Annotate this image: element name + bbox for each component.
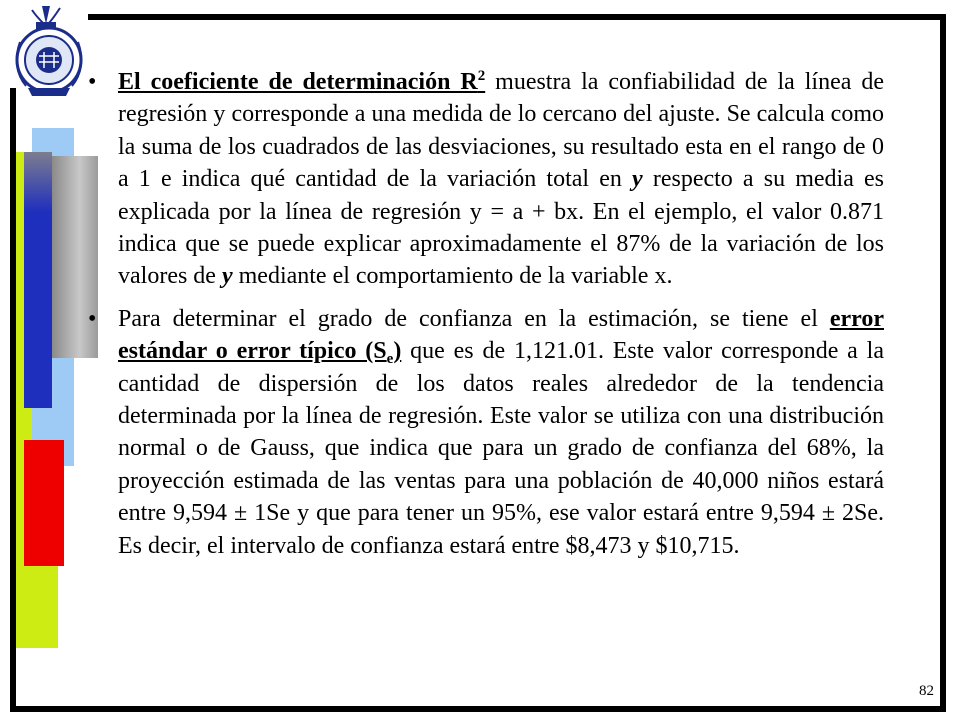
r-squared-paragraph: El coeficiente de determinación $R^2$ muestra la confiabilidad de la línea de regresión y corresponde a una medida de lo cercano del ajuste. Se calcula como la suma de los cuadrados de las desviaciones, su resultado esta en el rango de 0 a 1 e indica qué cantidad de la variación total en y respecto a su media es explicada por la línea de regresión y = a + bx. En el ejemplo, el valor 0.871 indica que se puede explicar aproximadamente el 87% de la variación de los valores de y mediante el comportamiento de la variable x. [118,68,884,290]
variable-y: y [632,166,643,193]
institutional-seal-icon [6,2,92,100]
bullet-item-standard-error [82,303,884,562]
standard-error-paragraph: Para determinar el grado de confianza en la estimación, se tiene el error estándar o error típico $(S_e)$ que es de 1,121.01. Este valor corresponde a la cantidad de dispersión de los datos reales alrededor de la tendencia determinada por la línea de regresión. Este valor se utiliza con una distribución normal o de Gauss, que indica que para un grado de confianza del 68%, la proyección estimada de las ventas para una población de 40,000 niños estará entre 9,594 ± 1Se y que para tener un 95%, ese valor estará entre 9,594 ± 2Se. Es decir, el intervalo de confianza estará entre $8,473 y $10,715. [118,305,884,559]
slide-frame-right [940,14,946,712]
standard-error-term: error estándar o error típico $(S_e)$ [118,305,884,368]
page-number: 82 [919,683,934,699]
bullet-item-r-squared [82,66,884,293]
bullet-icon: • [88,305,97,332]
r-squared-term: El coeficiente de determinación $R^2$ [118,68,486,95]
slide-frame-bottom [10,706,946,712]
bullet-icon: • [88,69,97,95]
decor-bar-navy-shade [24,152,52,212]
slide-frame-top [88,14,946,20]
slide-content [82,66,884,572]
variable-y: y [221,263,233,290]
decor-bar-red [24,440,64,566]
